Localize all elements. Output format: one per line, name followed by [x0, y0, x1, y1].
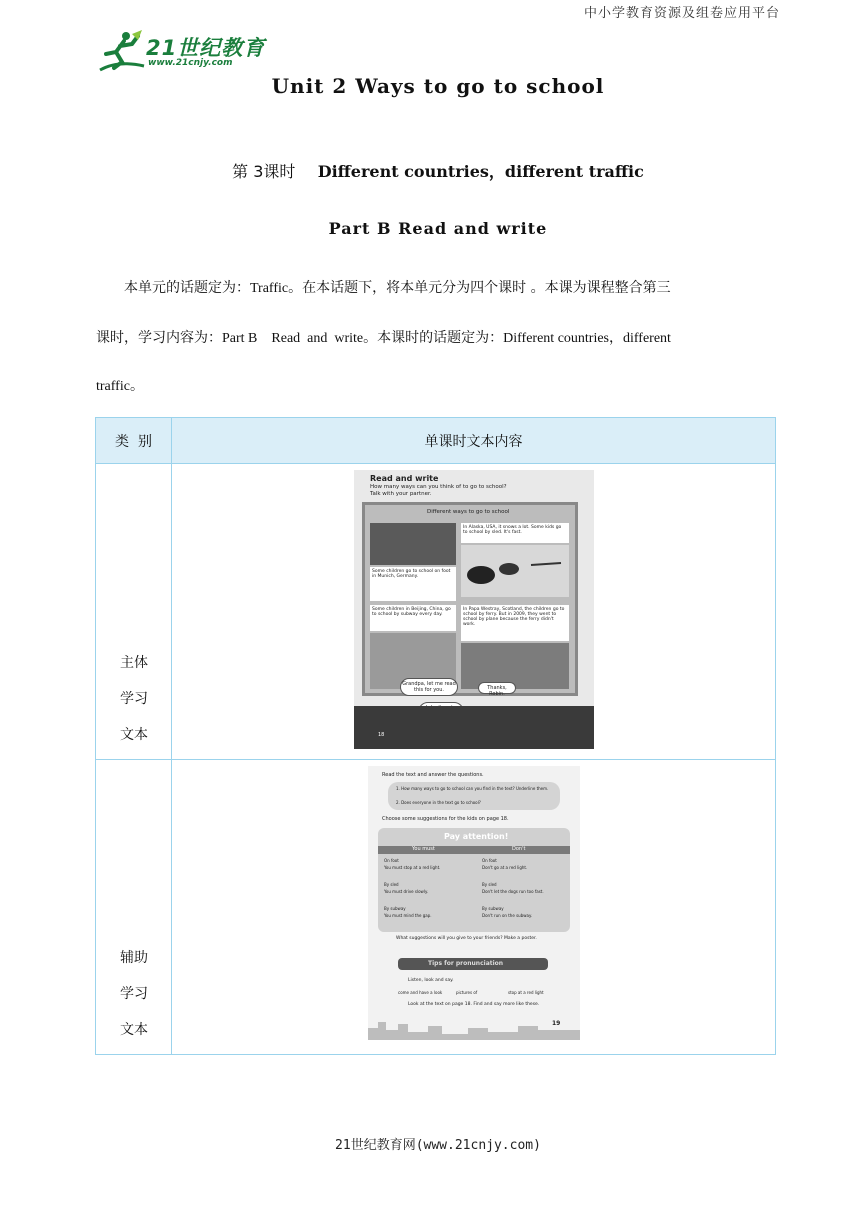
munich-photo — [370, 523, 456, 565]
page-title: Unit 2 Ways to go to school — [271, 74, 605, 98]
header-category: 类 别 — [96, 418, 172, 463]
header-platform-name: 中小学教育资源及组卷应用平台 — [583, 6, 780, 21]
category-cell-main — [96, 464, 172, 759]
table-col-header — [378, 846, 570, 854]
phrase-3: stop at a red light — [508, 990, 544, 995]
foreground-characters — [354, 706, 594, 749]
alaska-photo — [461, 545, 569, 597]
rule-cell: By subway — [384, 906, 406, 911]
phrase-2: pictures of — [456, 990, 478, 995]
papa-westray-caption: In Papa Westray, Scotland, the children go to school by ferry. But in 2009, they went to school by plane because the ferry didn't work. — [461, 605, 569, 641]
question-line-2: Talk with your partner. — [370, 491, 432, 497]
lesson-title — [0, 159, 860, 182]
rule-cell: Don't run on the subway. — [482, 913, 533, 918]
board — [362, 502, 578, 696]
rule-cell: You must mind the gap. — [384, 913, 432, 918]
textbook-page-19-image — [368, 766, 580, 1040]
munich-caption: Some children go to school on foot in Munich, Germany. — [370, 567, 456, 601]
pronunciation-banner — [398, 958, 548, 970]
instruction-choose: Choose some suggestions for the kids on page 18. — [382, 816, 509, 822]
board-title: Different ways to go to school — [427, 509, 510, 515]
question-1: 1. How many ways to go to school can you find in the text? Underline them. — [396, 786, 549, 791]
lesson-number: 第 3课时 — [232, 162, 296, 181]
rule-cell: By subway — [482, 906, 504, 911]
category-label-main: 主体 学习 文本 — [120, 655, 148, 743]
question-2: 2. Does everyone in the text go to school? — [396, 800, 481, 805]
logo-url: www.21cnjy.com — [148, 58, 233, 68]
speech-bubble-thanks: Thanks, Robin. — [478, 682, 516, 694]
questions-box — [388, 782, 560, 810]
beijing-caption: Some children in Beijing, China, go to school by subway every day. — [370, 605, 456, 631]
alaska-caption: In Alaska, USA, it snows a lot. Some kids go to school by sled. It's fast. — [461, 523, 569, 543]
content-cell-main — [172, 464, 775, 759]
phrase-1: come and have a look — [398, 990, 443, 995]
category-cell-aux — [96, 760, 172, 1054]
lesson-topic: Different countries，different traffic — [317, 162, 644, 181]
part-title: Part B Read and write — [328, 219, 548, 238]
logo-text: 21世纪教育 — [146, 36, 266, 60]
intro-line-2: 课时，学习内容为：Part B Read and write。本课时的话题定为：Different countries，different — [96, 330, 671, 346]
site-logo[interactable] — [98, 30, 278, 72]
rule-cell: Don't go at a red light. — [482, 865, 528, 870]
table-header-row — [96, 418, 775, 464]
rule-cell: You must drive slowly. — [384, 889, 429, 894]
footer-site: 21世纪教育网(www.21cnjy.com) — [335, 1138, 541, 1153]
question-line: How many ways can you think of to go to school? — [370, 484, 507, 490]
intro-line-1: 本单元的话题定为：Traffic。在本话题下，将本单元分为四个课时 。本课为课程整合第三 — [124, 280, 671, 296]
tips-title: Tips for pronunciation — [428, 960, 504, 967]
listen-instruction: Listen, look and say. — [408, 978, 454, 983]
instruction-read: Read the text and answer the questions. — [382, 772, 484, 778]
category-label-aux: 辅助 学习 文本 — [120, 950, 148, 1038]
speech-bubble-grandpa: Grandpa, let me read this for you. — [400, 678, 458, 696]
read-write-heading: Read and write — [370, 474, 439, 483]
table-row-main-text — [96, 464, 775, 760]
ferry-photo — [461, 643, 569, 689]
page-number-19: 19 — [552, 1020, 561, 1027]
pay-attention-box — [378, 828, 570, 932]
rule-cell: On foot — [384, 858, 399, 863]
rule-cell: By sled — [482, 882, 497, 887]
runner-icon — [98, 30, 148, 72]
page-number-18: 18 — [378, 732, 385, 738]
instruction-poster: What suggestions will you give to your friends? Make a poster. — [396, 936, 537, 941]
table-row-aux-text — [96, 760, 775, 1054]
rule-cell: You must stop at a red light. — [384, 865, 441, 870]
rule-cell: On foot — [482, 858, 497, 863]
content-cell-aux — [172, 760, 775, 1054]
city-skyline-illustration — [368, 1020, 580, 1040]
header-content: 单课时文本内容 — [424, 433, 523, 450]
instruction-find: Look at the text on page 18. Find and say more like these. — [408, 1002, 540, 1007]
sled-dogs-illustration — [461, 545, 569, 597]
rule-cell: Don't let the dogs run too fast. — [482, 889, 544, 894]
textbook-page-18-image — [354, 470, 594, 749]
col-you-must: You must — [412, 846, 435, 852]
rule-cell: By sled — [384, 882, 399, 887]
intro-line-3: traffic。 — [96, 378, 144, 394]
pay-attention-title: Pay attention! — [444, 832, 509, 841]
lesson-content-table — [95, 417, 776, 1055]
col-dont: Don't — [512, 846, 526, 852]
